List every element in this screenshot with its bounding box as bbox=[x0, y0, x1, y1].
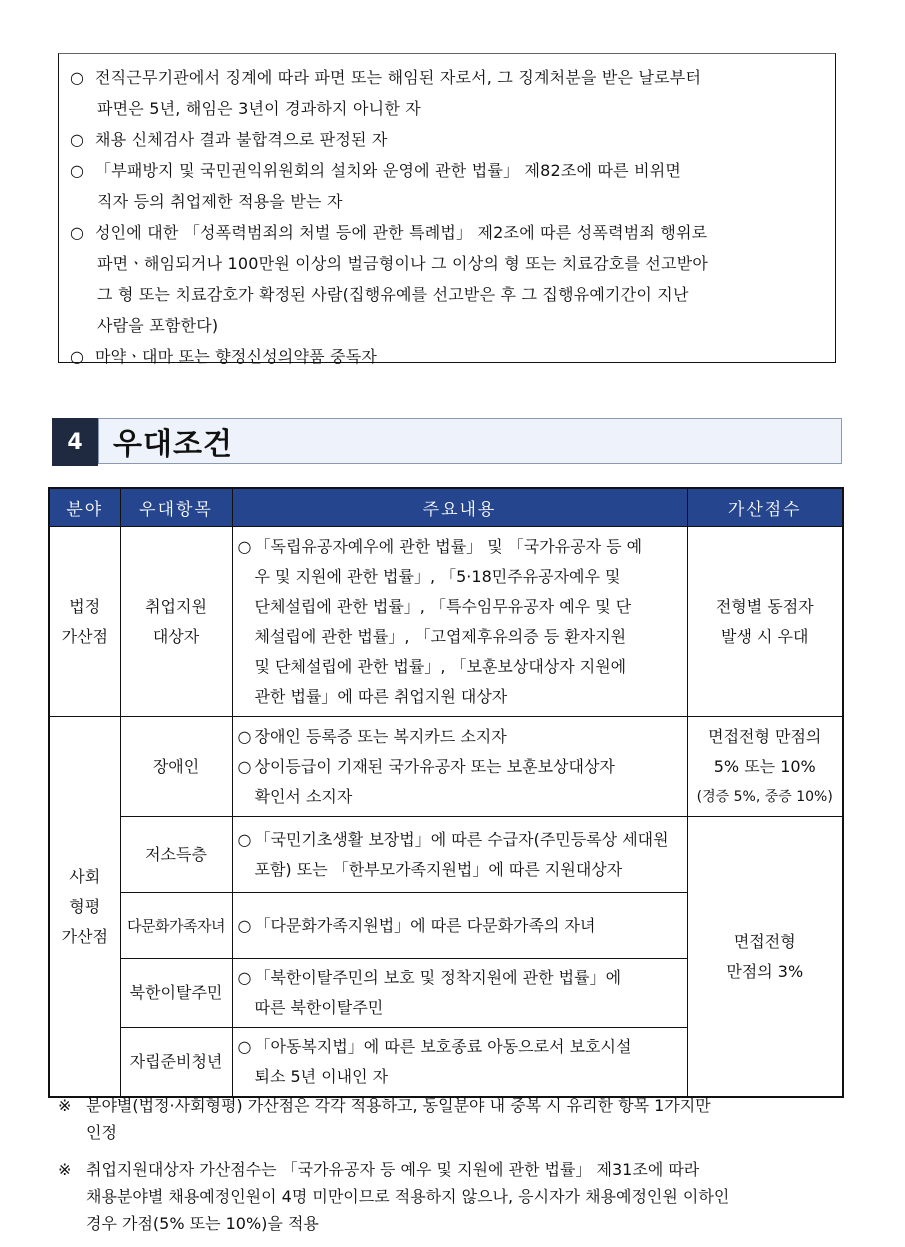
defector-item-cell: 북한이탈주민 bbox=[120, 959, 232, 1028]
legal-item-line: 취업지원 bbox=[145, 596, 207, 616]
section-header bbox=[52, 418, 842, 466]
list-item bbox=[59, 124, 835, 155]
list-item-text: 성인에 대한 「성폭력범죄의 처벌 등에 관한 특례법」 제2조에 따른 성폭력범죄 행위로 bbox=[95, 223, 708, 242]
defector-content-line: 「북한이탈주민의 보호 및 정착지원에 관한 법률」에 bbox=[254, 968, 622, 987]
legal-content-line: 우 및 지원에 관한 법률」, 「5·18민주유공자예우 및 bbox=[254, 566, 621, 586]
circle-bullet-icon: ○ bbox=[70, 130, 84, 149]
low-income-content-line: 포함) 또는 「한부모가족지원법」에 따른 지원대상자 bbox=[254, 859, 623, 879]
table-header-row bbox=[49, 488, 843, 527]
list-item-text: 그 형 또는 치료감호가 확정된 사람(집행유예를 선고받은 후 그 집행유예기간이 지난 bbox=[97, 285, 689, 304]
multicultural-item-cell: 다문화가족자녀 bbox=[120, 893, 232, 959]
multicultural-content-line: 「다문화가족지원법」에 따른 다문화가족의 자녀 bbox=[254, 915, 596, 935]
circle-bullet-icon: ○ bbox=[70, 161, 84, 180]
note-text-line: 분야별(법정·사회형평) 가산점은 각각 적용하고, 동일분야 내 중복 시 유리한 항목 1가지만 bbox=[86, 1096, 711, 1115]
circle-bullet-icon: ○ bbox=[70, 68, 84, 87]
youth-content-line: 「아동복지법」에 따른 보호종료 아동으로서 보호시설 bbox=[254, 1037, 632, 1056]
list-item-text: 파면은 5년, 해임은 3년이 경과하지 아니한 자 bbox=[97, 99, 421, 118]
legal-content-line: 단체설립에 관한 법률」, 「특수임무유공자 예우 및 단 bbox=[254, 596, 632, 616]
legal-field-line: 법정 bbox=[69, 596, 101, 616]
disabled-content-line: 확인서 소지자 bbox=[254, 786, 353, 806]
low-income-content-line: 「국민기초생활 보장법」에 따른 수급자(주민등록상 세대원 bbox=[254, 829, 669, 849]
note-item bbox=[58, 1092, 853, 1146]
header-content: 주요내용 bbox=[232, 488, 687, 527]
table-row-low-income bbox=[49, 817, 843, 893]
legal-field-cell bbox=[49, 527, 120, 717]
shared-score-line: 면접전형 bbox=[733, 931, 796, 951]
list-item-text: 전직근무기관에서 징계에 따라 파면 또는 해임된 자로서, 그 징계처분을 받은 날로부터 bbox=[95, 68, 702, 87]
reference-mark-icon: ※ bbox=[58, 1160, 72, 1179]
low-income-content-cell bbox=[232, 817, 687, 893]
header-score: 가산점수 bbox=[687, 488, 843, 527]
youth-item-cell: 자립준비청년 bbox=[120, 1028, 232, 1098]
section-number: 4 bbox=[52, 418, 98, 466]
list-item-text: 「부패방지 및 국민권익위원회의 설치와 운영에 관한 법률」 제82조에 따른 비위면 bbox=[95, 161, 682, 180]
legal-content-cell bbox=[232, 527, 687, 717]
circle-bullet-icon: ○ bbox=[237, 756, 252, 776]
list-item bbox=[235, 825, 685, 885]
disabled-content-line: 장애인 등록증 또는 복지카드 소지자 bbox=[254, 726, 507, 746]
social-field-line: 형평 bbox=[69, 896, 101, 916]
legal-score-cell bbox=[687, 527, 843, 717]
list-item bbox=[59, 155, 835, 217]
legal-score-line: 전형별 동점자 bbox=[715, 596, 814, 616]
legal-score-line: 발생 시 우대 bbox=[721, 626, 809, 646]
note-text-line: 인정 bbox=[86, 1123, 117, 1142]
circle-bullet-icon: ○ bbox=[237, 829, 252, 849]
note-item bbox=[58, 1156, 853, 1237]
defector-content-cell bbox=[232, 959, 687, 1028]
note-text-line: 채용분야별 채용예정인원이 4명 미만이므로 적용하지 않으나, 응시자가 채용예정인원 이하인 bbox=[86, 1187, 730, 1206]
section-title-box bbox=[98, 418, 842, 464]
note-text-line: 취업지원대상자 가산점수는 「국가유공자 등 예우 및 지원에 관한 법률」 제31조에 따라 bbox=[86, 1160, 700, 1179]
circle-bullet-icon: ○ bbox=[70, 223, 84, 242]
section-title: 우대조건 bbox=[113, 427, 233, 462]
list-item bbox=[235, 752, 685, 812]
list-item bbox=[235, 722, 685, 752]
circle-bullet-icon: ○ bbox=[237, 536, 252, 556]
multicultural-content-cell bbox=[232, 893, 687, 959]
legal-content-line: 체설립에 관한 법률」, 「고엽제후유의증 등 환자지원 bbox=[254, 626, 627, 646]
list-item-text: 직자 등의 취업제한 적용을 받는 자 bbox=[97, 192, 343, 211]
youth-content-line: 퇴소 5년 이내인 자 bbox=[254, 1067, 389, 1086]
list-item bbox=[59, 217, 835, 341]
header-field: 분야 bbox=[49, 488, 120, 527]
disabled-score-line: 면접전형 만점의 bbox=[708, 726, 822, 746]
legal-content-line: 및 단체설립에 관한 법률」, 「보훈보상대상자 지원에 bbox=[254, 656, 627, 676]
disabled-content-line: 상이등급이 기재된 국가유공자 또는 보훈보상대상자 bbox=[254, 756, 615, 776]
disabled-score-line: (경증 5%, 중증 10%) bbox=[696, 788, 833, 805]
circle-bullet-icon: ○ bbox=[237, 968, 252, 987]
social-field-cell bbox=[49, 717, 120, 1098]
list-item bbox=[59, 62, 835, 124]
shared-score-line: 만점의 3% bbox=[726, 961, 804, 981]
youth-content-cell bbox=[232, 1028, 687, 1098]
list-item bbox=[59, 341, 835, 372]
disqualification-box bbox=[58, 53, 836, 366]
list-item-text: 사람을 포함한다) bbox=[97, 316, 219, 335]
social-shared-score-cell bbox=[687, 817, 843, 1098]
legal-item-line: 대상자 bbox=[152, 626, 200, 646]
legal-content-line: 「독립유공자예우에 관한 법률」 및 「국가유공자 등 예 bbox=[254, 536, 643, 556]
list-item-text: 마약ㆍ대마 또는 향정신성의약품 중독자 bbox=[95, 347, 378, 366]
list-item bbox=[235, 963, 685, 1023]
list-item bbox=[235, 1032, 685, 1092]
note-text-line: 경우 가점(5% 또는 10%)을 적용 bbox=[86, 1214, 319, 1233]
header-item: 우대항목 bbox=[120, 488, 232, 527]
legal-item-cell bbox=[120, 527, 232, 717]
list-item-text: 파면ㆍ해임되거나 100만원 이상의 벌금형이나 그 이상의 형 또는 치료감호를 선고받아 bbox=[97, 254, 709, 273]
preference-table bbox=[48, 487, 844, 1098]
disabled-score-cell bbox=[687, 717, 843, 817]
legal-field-line: 가산점 bbox=[61, 626, 108, 646]
legal-content-text bbox=[255, 532, 685, 712]
social-field-line: 사회 bbox=[69, 866, 101, 886]
low-income-item-cell: 저소득층 bbox=[120, 817, 232, 893]
disabled-content-cell bbox=[232, 717, 687, 817]
table-row-disabled bbox=[49, 717, 843, 817]
circle-bullet-icon: ○ bbox=[237, 915, 252, 935]
social-field-line: 가산점 bbox=[61, 926, 108, 946]
list-item bbox=[235, 911, 685, 941]
disabled-score-line: 5% 또는 10% bbox=[713, 756, 816, 776]
notes bbox=[58, 1092, 853, 1247]
list-item bbox=[235, 532, 685, 712]
list-item-text: 채용 신체검사 결과 불합격으로 판정된 자 bbox=[95, 130, 388, 149]
defector-content-line: 따른 북한이탈주민 bbox=[254, 998, 384, 1017]
circle-bullet-icon: ○ bbox=[70, 347, 84, 366]
disabled-item-cell: 장애인 bbox=[120, 717, 232, 817]
table-row-legal bbox=[49, 527, 843, 717]
circle-bullet-icon: ○ bbox=[237, 726, 252, 746]
legal-content-line: 관한 법률」에 따른 취업지원 대상자 bbox=[254, 686, 508, 706]
reference-mark-icon: ※ bbox=[58, 1096, 72, 1115]
circle-bullet-icon: ○ bbox=[237, 1037, 252, 1056]
